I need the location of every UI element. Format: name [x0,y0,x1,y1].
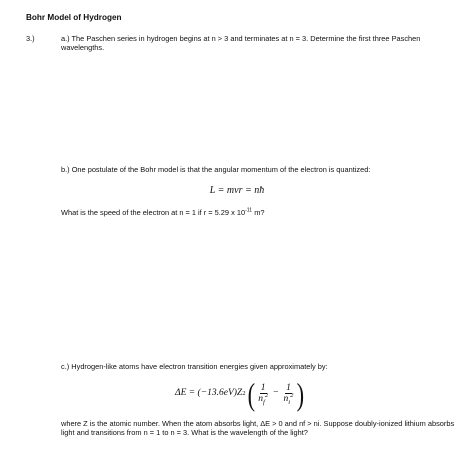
part-b-label: b.) [61,165,70,174]
fraction-final-numerator: 1 [260,382,266,393]
part-b-exponent: -11 [245,207,253,214]
part-a-text [61,34,457,53]
part-b-question [61,208,457,217]
fraction-initial [284,383,294,406]
fraction-final [258,383,268,406]
right-paren: ) [297,376,305,412]
part-b-text [61,165,457,174]
part-b-question-text: What is the speed of the electron at n = 1 if r = 5.29 x 10 [61,208,246,217]
part-c-label: c.) [61,362,70,371]
angular-momentum-equation: L = mvr = nħ [209,185,265,196]
final-n: n [258,394,263,405]
minus-sign: − [273,388,279,399]
part-c-body: Hydrogen-like atoms have electron transition energies given approximately by: [71,362,328,371]
part-b-body: One postulate of the Bohr model is that the angular momentum of the electron is quantized: [71,165,371,174]
part-b-question-end: m? [252,208,265,217]
part-c-followup: where Z is the atomic number. When the atom absorbs light, ΔE > 0 and nf > ni. Suppose doubly-ionized lithium absorbs light and transitions from n = 1 to n = 3. What is the wavelength of the light? [61,419,455,438]
equation-prefix: ΔE = (−13.6eV)Z [175,388,243,399]
initial-sup: 2 [290,391,294,399]
initial-sub: i [288,398,291,406]
fraction-final-denominator [258,391,269,406]
fraction-initial-numerator: 1 [286,382,291,393]
final-sup: 2 [264,391,269,399]
part-c-text [61,362,457,371]
question-number: 3.) [26,34,35,43]
part-a-label: a.) [61,34,70,43]
part-a-body: The Paschen series in hydrogen begins at n > 3 and terminates at n = 3. Determine the first three Paschen wavelengths. [61,34,421,53]
left-paren: ( [247,376,255,412]
page-title: Bohr Model of Hydrogen [26,13,122,22]
fraction-initial-denominator [283,391,294,406]
initial-n: n [283,394,289,405]
transition-energy-equation: ΔE = (−13.6eV)Z 2 ( $\frac{1}{n_f^2}$ − $\frac{1}{n_i^2}$ ) [175,376,305,412]
final-sub: f [262,398,265,406]
